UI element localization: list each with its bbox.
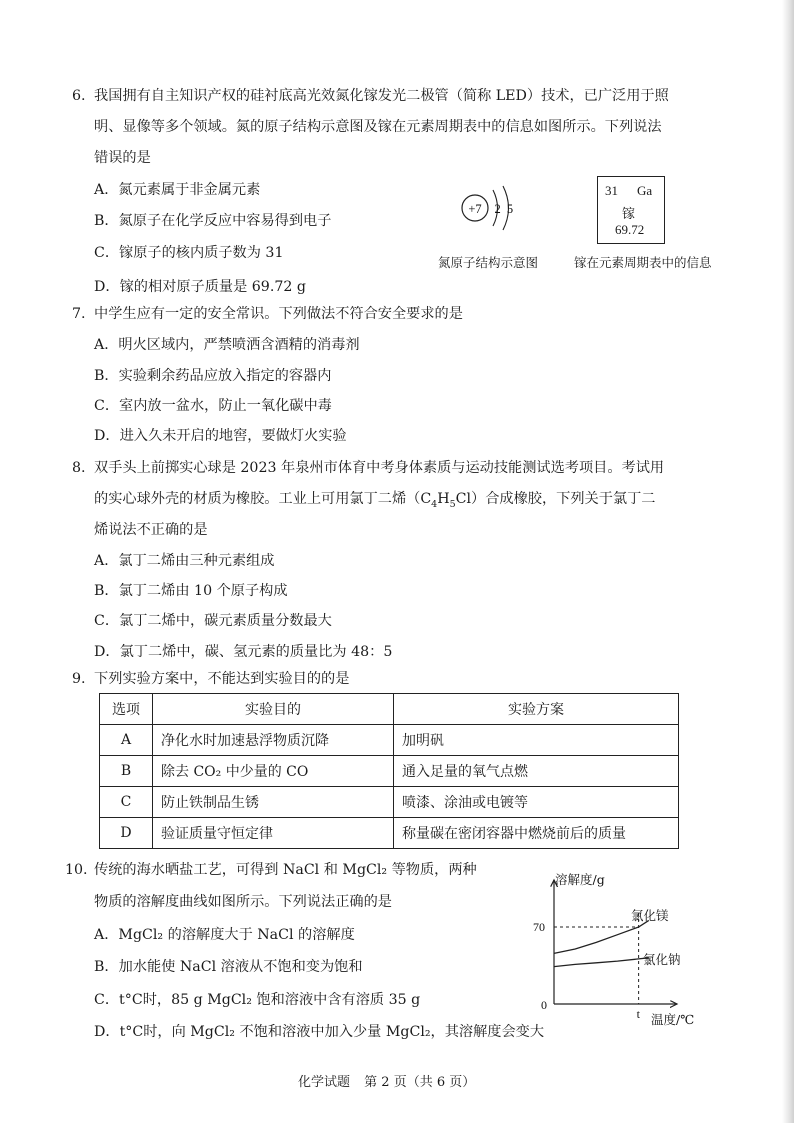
option-d: D．镓的相对原子质量是 69.72 g <box>94 279 306 295</box>
option-c: C．t°C时，85 g MgCl₂ 饱和溶液中含有溶质 35 g <box>94 992 421 1008</box>
formula-subscript: 4 <box>431 498 438 510</box>
question-text-line: 烯说法不正确的是 <box>94 522 208 538</box>
x-axis-label: 温度/℃ <box>651 1012 695 1027</box>
series-line-mgcl2 <box>554 920 649 953</box>
table-header: 实验方案 <box>394 694 679 725</box>
element-name: 镓 <box>622 207 636 222</box>
table-cell: 防止铁制品生锈 <box>153 787 394 818</box>
question-number: 9. <box>72 671 86 687</box>
question-number: 8. <box>72 460 86 476</box>
table-cell: D <box>100 818 153 849</box>
table-header-row <box>100 694 679 725</box>
y-tick-label: 70 <box>533 920 545 934</box>
table-header: 选项 <box>100 694 153 725</box>
table-row <box>100 725 679 756</box>
table-cell: B <box>100 756 153 787</box>
question-number: 6. <box>72 88 86 104</box>
solubility-chart <box>515 868 715 1028</box>
y-axis-label: 溶解度/g <box>555 872 605 887</box>
table-cell: 验证质量守恒定律 <box>153 818 394 849</box>
series-line-nacl <box>554 958 649 967</box>
question-number: 10. <box>65 862 88 878</box>
option-d: D．t°C时，向 MgCl₂ 不饱和溶液中加入少量 MgCl₂，其溶解度会变大 <box>94 1024 545 1040</box>
question-text-line: 传统的海水晒盐工艺，可得到 NaCl 和 MgCl₂ 等物质，两种 <box>94 862 477 878</box>
footer-page: 第 2 页（共 6 页） <box>364 1075 476 1090</box>
table-cell: 称量碳在密闭容器中燃烧前后的质量 <box>394 818 679 849</box>
question-text-line: 中学生应有一定的安全常识。下列做法不符合安全要求的是 <box>94 306 463 322</box>
atomic-number: 31 <box>605 183 618 198</box>
option-d: D．氯丁二烯中，碳、氢元素的质量比为 48：5 <box>94 644 393 660</box>
question-text-line: 我国拥有自主知识产权的硅衬底高光效氮化镓发光二极管（简称 LED）技术，已广泛用于照 <box>94 88 669 104</box>
option-a: A．MgCl₂ 的溶解度大于 NaCl 的溶解度 <box>94 927 355 943</box>
series-label-nacl: 氯化钠 <box>643 952 681 967</box>
table-cell: 加明矾 <box>394 725 679 756</box>
atom-diagram-caption: 氮原子结构示意图 <box>438 255 539 270</box>
option-a: A．明火区域内，严禁喷洒含酒精的消毒剂 <box>94 337 360 353</box>
table-cell: A <box>100 725 153 756</box>
electron-counts: 2 5 <box>494 202 515 216</box>
table-cell: 喷漆、涂油或电镀等 <box>394 787 679 818</box>
table-cell: 净化水时加速悬浮物质沉降 <box>153 725 394 756</box>
origin-label: 0 <box>541 998 547 1012</box>
page-edge-shadow <box>782 0 794 1123</box>
option-b: B．氯丁二烯由 10 个原子构成 <box>94 583 288 599</box>
table-header: 实验目的 <box>153 694 394 725</box>
option-a: A．氮元素属于非金属元素 <box>94 182 261 198</box>
question-text-line: 下列实验方案中，不能达到实验目的的是 <box>94 671 350 687</box>
question-text-line: 错误的是 <box>94 150 151 166</box>
question-text-line: 的实心球外壳的材质为橡胶。工业上可用氯丁二烯$(C_4H_5Cl)$合成橡胶，下列关于氯丁二 <box>94 491 656 510</box>
footer <box>298 1071 475 1090</box>
nucleus-charge: +7 <box>468 202 482 216</box>
question-text-line: 物质的溶解度曲线如图所示。下列说法正确的是 <box>94 894 392 910</box>
table-cell: 除去 CO₂ 中少量的 CO <box>153 756 394 787</box>
table-row <box>100 818 679 849</box>
table-row <box>100 756 679 787</box>
formula-subscript: 5 <box>449 498 456 510</box>
option-b: B．实验剩余药品应放入指定的容器内 <box>94 368 332 384</box>
table-cell: C <box>100 787 153 818</box>
question-text-line: 明、显像等多个领域。氮的原子结构示意图及镓在元素周期表中的信息如图所示。下列说法 <box>94 119 662 135</box>
element-card-caption: 镓在元素周期表中的信息 <box>574 255 712 270</box>
option-a: A．氯丁二烯由三种元素组成 <box>94 553 275 569</box>
atomic-mass: 69.72 <box>615 222 645 237</box>
option-d: D．进入久未开启的地窖，要做灯火实验 <box>94 428 347 444</box>
option-c: C．镓原子的核内质子数为 31 <box>94 245 284 261</box>
series-label-mgcl2: 氯化镁 <box>631 908 669 923</box>
option-b: B．加水能使 NaCl 溶液从不饱和变为饱和 <box>94 959 363 975</box>
element-symbol: Ga <box>637 183 653 198</box>
x-tick-label: t <box>636 1007 640 1021</box>
question-number: 7. <box>72 306 86 322</box>
gallium-element-card <box>597 176 665 244</box>
nitrogen-atom-diagram <box>456 182 546 238</box>
footer-subject: 化学试题 <box>298 1075 351 1090</box>
option-c: C．室内放一盆水，防止一氧化碳中毒 <box>94 398 332 414</box>
option-b: B．氮原子在化学反应中容易得到电子 <box>94 213 332 229</box>
option-c: C．氯丁二烯中，碳元素质量分数最大 <box>94 613 332 629</box>
experiment-table <box>99 693 679 849</box>
table-cell: 通入足量的氧气点燃 <box>394 756 679 787</box>
table-row <box>100 787 679 818</box>
question-text-line: 双手头上前掷实心球是 2023 年泉州市体育中考身体素质与运动技能测试选考项目。考试用 <box>94 460 665 476</box>
